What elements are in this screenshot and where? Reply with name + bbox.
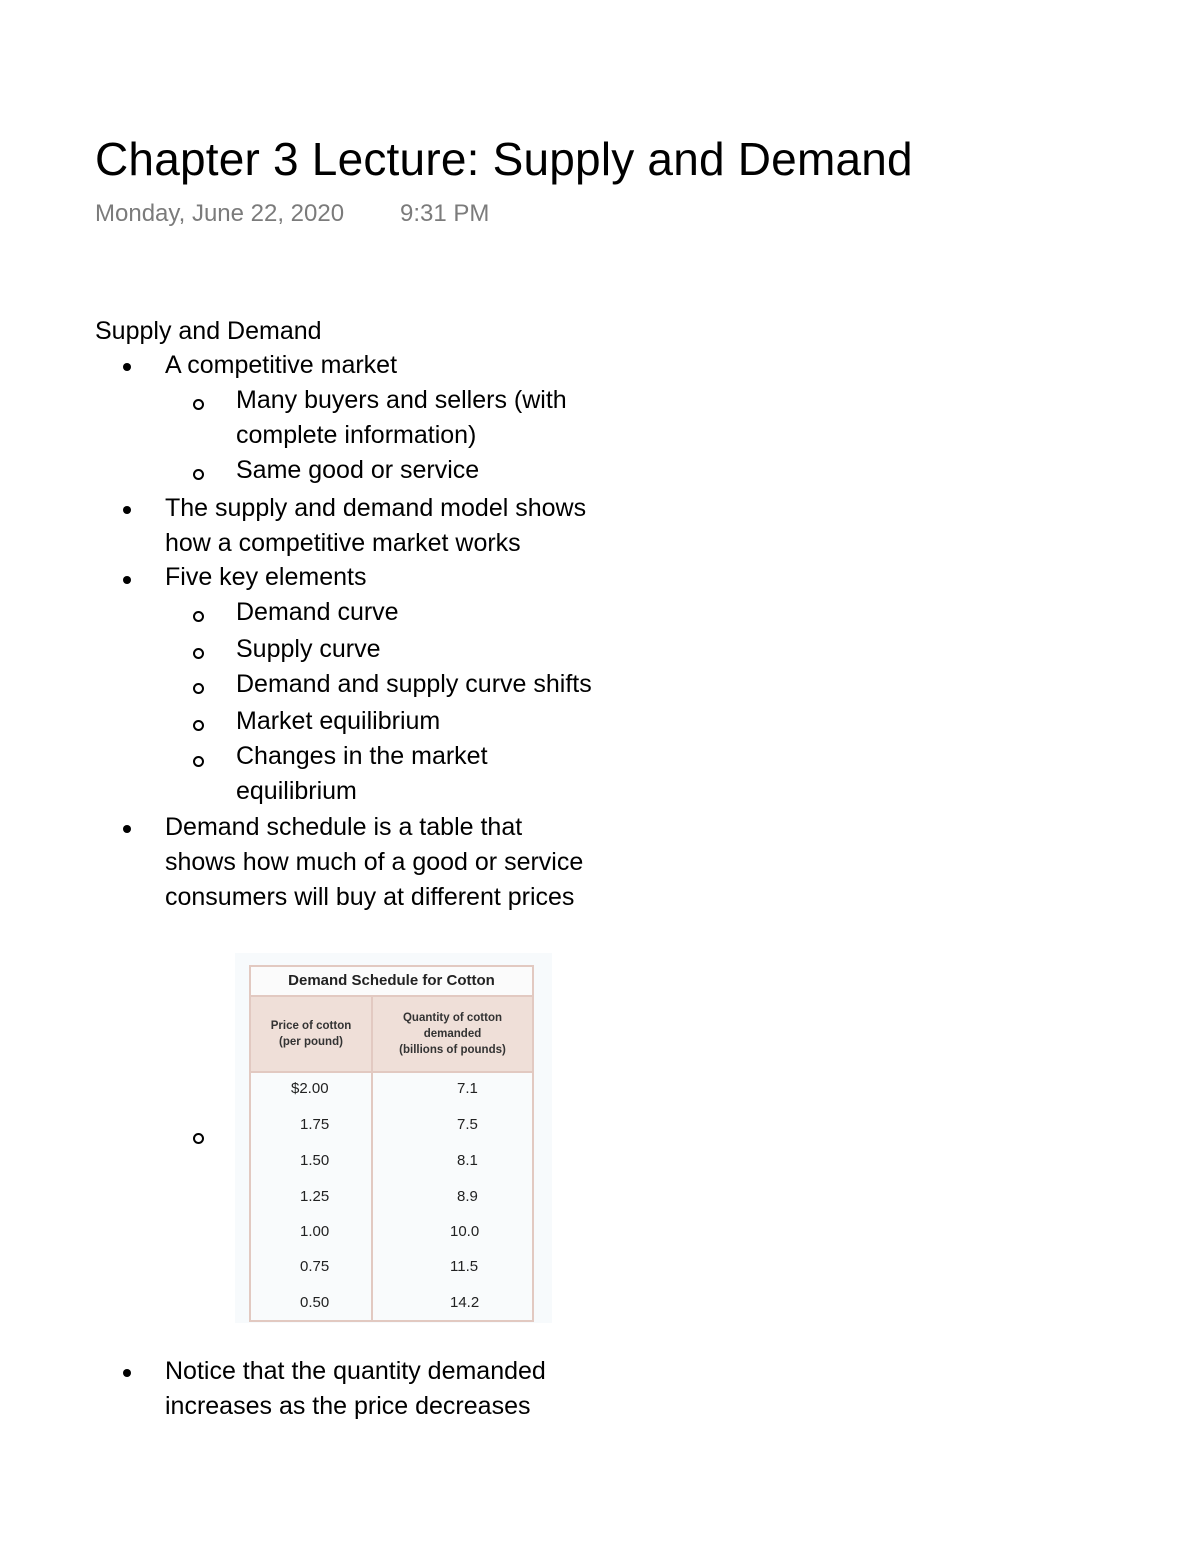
list-item: Demand and supply curve shifts (236, 670, 592, 698)
list-item-continued: increases as the price decreases (165, 1392, 531, 1420)
column-header-line: Price of cotton (270, 1020, 352, 1032)
demand-schedule-table (249, 965, 534, 1322)
list-item: Supply curve (236, 635, 381, 663)
sub-bullet-circle (193, 399, 204, 410)
price-cell: 0.75 (300, 1258, 330, 1275)
page-meta (95, 200, 490, 228)
sub-bullet-circle (193, 648, 204, 659)
page-time: 9:31 PM (400, 200, 490, 227)
quantity-cell: 10.0 (450, 1223, 480, 1240)
bullet-dot (123, 1369, 131, 1377)
list-item: The supply and demand model shows (165, 494, 587, 522)
section-heading: Supply and Demand (95, 317, 322, 345)
column-header-quantity (371, 997, 534, 1071)
price-cell: $2.00 (291, 1080, 329, 1097)
column-header-line: Quantity of cotton (402, 1012, 502, 1024)
sub-bullet-circle (193, 1133, 204, 1144)
list-item-continued: consumers will buy at different prices (165, 883, 575, 911)
price-cell: 1.50 (300, 1152, 330, 1169)
list-item: Notice that the quantity demanded (165, 1357, 546, 1385)
column-header-price (251, 997, 371, 1071)
sub-bullet-circle (193, 469, 204, 480)
list-item: Changes in the market (236, 742, 488, 770)
list-item-continued: how a competitive market works (165, 529, 521, 557)
quantity-cell: 7.1 (457, 1080, 478, 1097)
column-header-line: demanded (423, 1028, 482, 1040)
page-title: Chapter 3 Lecture: Supply and Demand (95, 133, 913, 185)
bullet-dot (123, 506, 131, 514)
column-divider (371, 997, 373, 1322)
list-item: Demand schedule is a table that (165, 813, 523, 841)
list-item: Same good or service (236, 456, 480, 484)
price-cell: 1.75 (300, 1116, 330, 1133)
column-header-line: (per pound) (279, 1036, 343, 1048)
table-title: Demand Schedule for Cotton (251, 967, 532, 997)
price-cell: 1.00 (300, 1223, 330, 1240)
bullet-dot (123, 576, 131, 584)
sub-bullet-circle (193, 611, 204, 622)
list-item: Many buyers and sellers (with (236, 386, 567, 414)
list-item: Demand curve (236, 598, 399, 626)
page-date: Monday, June 22, 2020 (95, 200, 345, 227)
list-item: A competitive market (165, 351, 398, 379)
column-header-line: (billions of pounds) (399, 1044, 506, 1056)
list-item-continued: complete information) (236, 421, 477, 449)
quantity-cell: 8.9 (457, 1188, 478, 1205)
quantity-cell: 8.1 (457, 1152, 478, 1169)
bullet-dot (123, 825, 131, 833)
sub-bullet-circle (193, 756, 204, 767)
list-item-continued: equilibrium (236, 777, 357, 805)
price-cell: 1.25 (300, 1188, 330, 1205)
demand-schedule-image (235, 953, 552, 1323)
table-header (251, 997, 532, 1073)
list-item-continued: shows how much of a good or service (165, 848, 584, 876)
sub-bullet-circle (193, 683, 204, 694)
quantity-cell: 11.5 (450, 1258, 479, 1275)
quantity-cell: 7.5 (457, 1116, 478, 1133)
quantity-cell: 14.2 (450, 1294, 480, 1311)
price-cell: 0.50 (300, 1294, 330, 1311)
list-item: Market equilibrium (236, 707, 441, 735)
sub-bullet-circle (193, 720, 204, 731)
list-item: Five key elements (165, 563, 367, 591)
bullet-dot (123, 363, 131, 371)
